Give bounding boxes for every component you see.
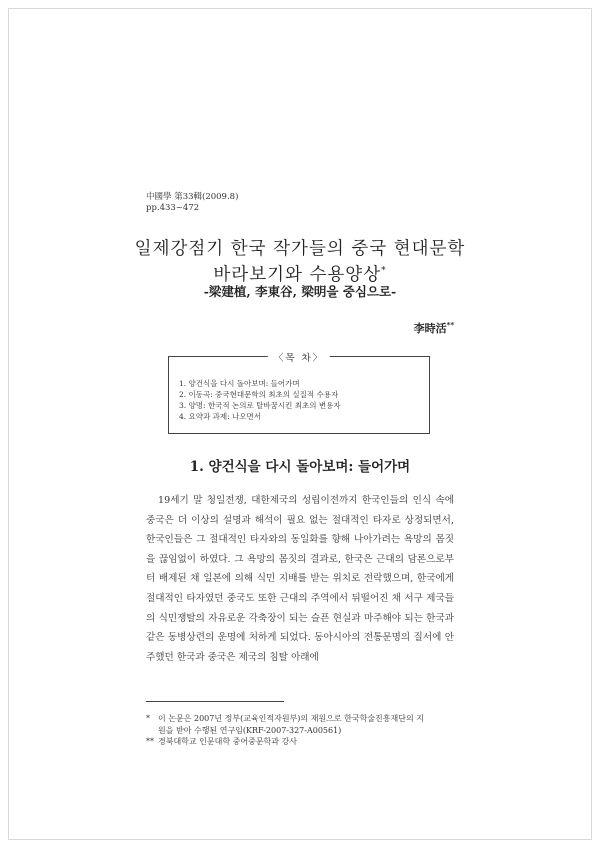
author-footnote-mark: ** — [446, 320, 454, 330]
toc-item: 4. 요약과 과제: 나오면서 — [179, 412, 262, 421]
footnote-1-line-2: 원을 받아 수행된 연구임(KRF-2007-327-A00561) — [158, 725, 342, 735]
author-name: 李時活 — [413, 322, 447, 335]
footnote-1-mark: * — [146, 714, 150, 723]
body-text — [146, 491, 454, 667]
toc-item: 1. 양건식을 다시 돌아보며: 들어가며 — [179, 379, 300, 388]
footnote-1-line-1: 이 논문은 2007년 정부(교육인적자원부)의 재원으로 한국학술진흥재단의 지 — [158, 714, 424, 723]
table-of-contents — [168, 353, 430, 434]
toc-item: 2. 이동곡: 중국현대문학의 최초의 실질적 수용자 — [179, 390, 339, 399]
body-paragraph: 19세기 말 청일전쟁, 대한제국의 성립이전까지 한국인들의 인식 속에 중국은 더 이상의 설명과 해석이 필요 없는 절대적인 타자로 상정되면서, 한국인들은 그 절대적인 타자와의 동일화를 향해 나아가려는 욕망의 몸짓을 끊임없이 하였다. 그 욕망의 몸짓의 결과로, 한국은 근대의 담론으로부터 배제된 채 일본에 의해 식민 지배를 받는 위치로 전락했으며, 한국에게 절대적인 타자였던 중국도 또한 근대의 주역에서 뒤떨어진 채 서구 제국들의 식민쟁탈의 자유로운 각축장이 되는 슬픈 현실과 마주해야 되는 한국과 같은 동병상련의 운명에 처하게 되었다. 동아시아의 전통문명의 질서에 안주했던 한국과 중국은 제국의 침탈 아래에 — [146, 495, 454, 663]
toc-list — [179, 378, 341, 422]
title-line-1: 일제강점기 한국 작가들의 중국 현대문학 — [134, 239, 466, 259]
title-footnote-mark: * — [381, 266, 387, 276]
toc-item: 3. 양명: 한국적 논의로 탈바꿈시킨 최초의 변용자 — [179, 401, 341, 410]
journal-info — [146, 192, 238, 214]
footnote-2-line-1: 경북대학교 인문대학 중어중문학과 강사 — [158, 737, 298, 746]
title-line-2-text: 바라보기와 수용양상 — [213, 264, 382, 285]
author — [414, 320, 454, 336]
toc-heading: 〈목 차〉 — [268, 350, 330, 364]
paper-title — [0, 238, 600, 286]
journal-volume: 中國學 第33輯(2009.8) — [146, 192, 239, 202]
footnote-2-mark: ** — [146, 737, 154, 746]
paper-subtitle: -梁建植, 李東谷, 梁明을 중심으로- — [203, 284, 397, 299]
footnote-2 — [146, 736, 454, 748]
footnote-1 — [146, 713, 454, 736]
journal-pages: pp.433~472 — [146, 203, 200, 213]
section-heading: 1. 양건식을 다시 돌아보며: 들어가며 — [189, 459, 411, 475]
footnote-divider — [146, 701, 284, 702]
